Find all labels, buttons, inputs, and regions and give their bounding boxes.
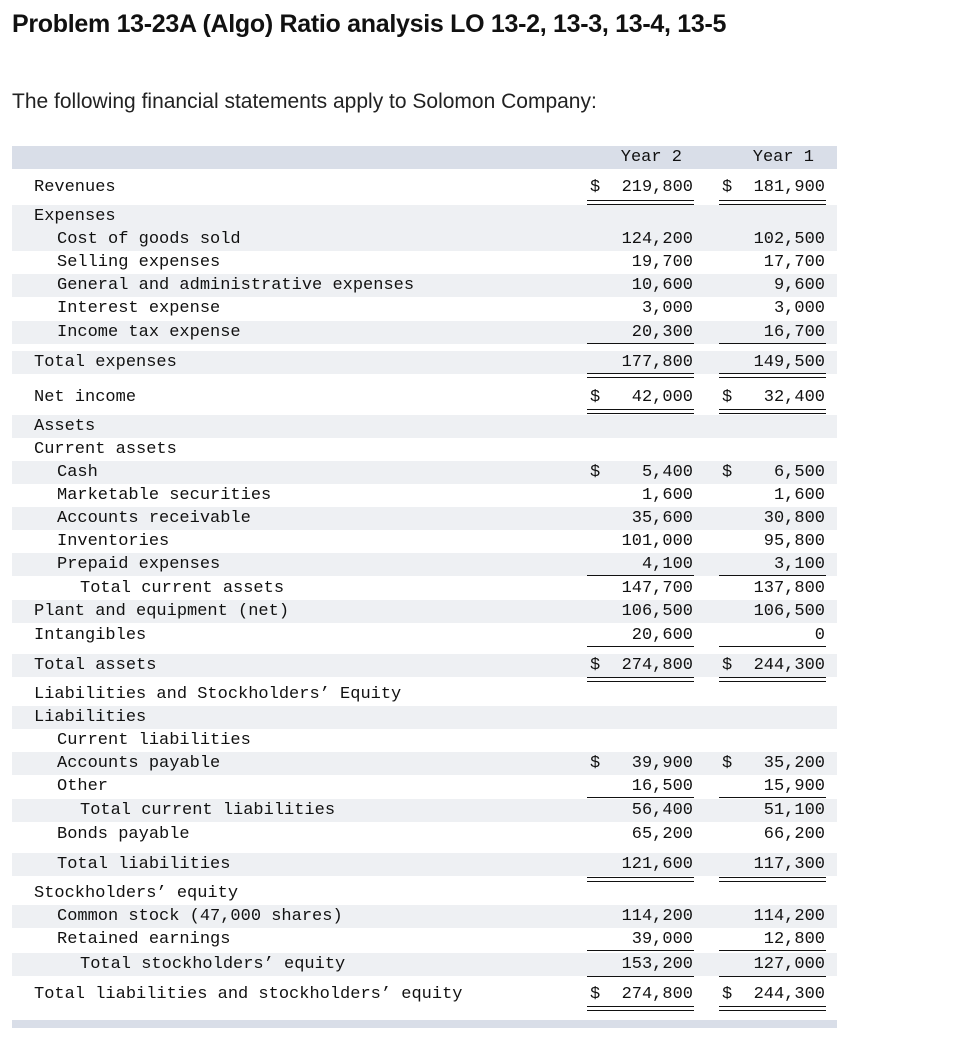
underline — [719, 950, 826, 951]
row-label: Total assets — [34, 656, 157, 675]
dollar-sign: $ — [590, 656, 601, 675]
year-1-value: 106,500 — [753, 602, 825, 621]
table-row-liabilities-and-stockholders-equity — [12, 683, 837, 706]
underline — [719, 575, 826, 576]
dollar-sign: $ — [722, 656, 733, 675]
column-header-year-1: Year 1 — [752, 148, 814, 167]
dollar-sign: $ — [722, 178, 733, 197]
year-1-value: 9,600 — [773, 276, 825, 295]
row-label: Common stock (47,000 shares) — [57, 907, 343, 926]
year-2-value: 20,300 — [631, 323, 693, 342]
underline — [719, 646, 826, 647]
underline — [587, 343, 694, 344]
row-label: Liabilities — [34, 708, 147, 727]
table-row-assets — [12, 415, 837, 438]
year-2-value: 124,200 — [621, 230, 693, 249]
table-row-net-income — [12, 386, 837, 409]
year-2-value: 147,700 — [621, 579, 693, 598]
row-label: Bonds payable — [57, 825, 190, 844]
year-1-value: 95,800 — [763, 532, 825, 551]
double-underline — [719, 677, 826, 682]
year-2-value: 35,600 — [631, 509, 693, 528]
row-label: Assets — [34, 417, 96, 436]
underline — [587, 646, 694, 647]
year-1-value: 0 — [814, 626, 825, 645]
row-label: Total expenses — [34, 353, 177, 372]
row-label: Total liabilities — [57, 855, 231, 874]
table-row-interest-expense — [12, 297, 837, 320]
year-2-value: 39,000 — [631, 930, 693, 949]
underline — [719, 976, 826, 977]
year-1-value: 17,700 — [763, 253, 825, 272]
underline — [719, 343, 826, 344]
table-row-total-stockholders-equity — [12, 953, 837, 976]
row-label: Intangibles — [34, 626, 147, 645]
year-2-value: 39,900 — [631, 754, 693, 773]
year-2-value: 1,600 — [641, 486, 693, 505]
row-label: General and administrative expenses — [57, 276, 415, 295]
double-underline — [587, 877, 694, 882]
table-row-total-current-liabilities — [12, 799, 837, 822]
dollar-sign: $ — [722, 463, 733, 482]
table-row-plant-and-equipment-net — [12, 600, 837, 623]
dollar-sign: $ — [722, 754, 733, 773]
year-2-value: 3,000 — [641, 299, 693, 318]
row-label: Total current liabilities — [80, 801, 336, 820]
row-label: Current liabilities — [57, 731, 251, 750]
table-row-total-liabilities-and-stockholders-equity — [12, 983, 837, 1006]
row-label: Cash — [57, 463, 98, 482]
year-2-value: 20,600 — [631, 626, 693, 645]
table-row-prepaid-expenses — [12, 553, 837, 576]
year-2-value: 5,400 — [641, 463, 693, 482]
row-label: Prepaid expenses — [57, 555, 221, 574]
year-2-value: 219,800 — [621, 178, 693, 197]
row-label: Marketable securities — [57, 486, 272, 505]
table-header — [12, 146, 837, 169]
table-row-revenues — [12, 176, 837, 199]
table-row-total-current-assets — [12, 577, 837, 600]
year-1-value: 3,000 — [773, 299, 825, 318]
table-row-inventories — [12, 530, 837, 553]
year-1-value: 181,900 — [753, 178, 825, 197]
intro-text: The following financial statements apply to Solomon Company: — [12, 90, 597, 113]
year-1-value: 12,800 — [763, 930, 825, 949]
row-label: Accounts payable — [57, 754, 221, 773]
table-row-cost-of-goods-sold — [12, 228, 837, 251]
table-row-total-assets — [12, 654, 837, 677]
double-underline — [587, 409, 694, 414]
year-1-value: 1,600 — [773, 486, 825, 505]
table-row-other — [12, 775, 837, 798]
table-row-income-tax-expense — [12, 321, 837, 344]
year-2-value: 101,000 — [621, 532, 693, 551]
year-1-value: 6,500 — [773, 463, 825, 482]
row-label: Income tax expense — [57, 323, 241, 342]
year-2-value: 56,400 — [631, 801, 693, 820]
row-label: Total liabilities and stockholders’ equity — [34, 985, 463, 1004]
row-label: Total stockholders’ equity — [80, 955, 346, 974]
double-underline — [719, 200, 826, 205]
row-label: Expenses — [34, 207, 116, 226]
table-row-selling-expenses — [12, 251, 837, 274]
table-footer-band — [12, 1020, 837, 1028]
year-1-value: 244,300 — [753, 985, 825, 1004]
year-1-value: 137,800 — [753, 579, 825, 598]
double-underline — [587, 200, 694, 205]
underline — [587, 797, 694, 798]
row-label: Inventories — [57, 532, 170, 551]
year-2-value: 106,500 — [621, 602, 693, 621]
column-header-year-2: Year 2 — [620, 148, 682, 167]
dollar-sign: $ — [590, 754, 601, 773]
year-2-value: 10,600 — [631, 276, 693, 295]
table-row-total-liabilities — [12, 853, 837, 876]
year-1-value: 15,900 — [763, 777, 825, 796]
table-row-stockholders-equity — [12, 882, 837, 905]
table-row-current-liabilities — [12, 729, 837, 752]
table-row-accounts-payable — [12, 752, 837, 775]
double-underline — [587, 677, 694, 682]
underline — [587, 950, 694, 951]
double-underline — [719, 877, 826, 882]
underline — [719, 797, 826, 798]
year-1-value: 35,200 — [763, 754, 825, 773]
table-row-cash — [12, 461, 837, 484]
table-row-expenses — [12, 205, 837, 228]
year-2-value: 274,800 — [621, 656, 693, 675]
year-2-value: 16,500 — [631, 777, 693, 796]
year-1-value: 117,300 — [753, 855, 825, 874]
table-row-marketable-securities — [12, 484, 837, 507]
year-2-value: 274,800 — [621, 985, 693, 1004]
dollar-sign: $ — [722, 985, 733, 1004]
year-1-value: 149,500 — [753, 353, 825, 372]
year-2-value: 177,800 — [621, 353, 693, 372]
table-row-accounts-receivable — [12, 507, 837, 530]
double-underline — [587, 1006, 694, 1011]
double-underline — [719, 409, 826, 414]
year-1-value: 127,000 — [753, 955, 825, 974]
row-label: Retained earnings — [57, 930, 231, 949]
row-label: Total current assets — [80, 579, 285, 598]
double-underline — [719, 373, 826, 378]
year-2-value: 4,100 — [641, 555, 693, 574]
row-label: Interest expense — [57, 299, 221, 318]
double-underline — [719, 1006, 826, 1011]
table-row-liabilities — [12, 706, 837, 729]
year-1-value: 244,300 — [753, 656, 825, 675]
year-2-value: 65,200 — [631, 825, 693, 844]
table-row-total-expenses — [12, 351, 837, 374]
year-1-value: 30,800 — [763, 509, 825, 528]
row-label: Selling expenses — [57, 253, 221, 272]
dollar-sign: $ — [590, 178, 601, 197]
row-label: Accounts receivable — [57, 509, 251, 528]
year-2-value: 42,000 — [631, 388, 693, 407]
table-row-general-and-administrative-expenses — [12, 274, 837, 297]
year-2-value: 121,600 — [621, 855, 693, 874]
page-title: Problem 13-23A (Algo) Ratio analysis LO 13-2, 13-3, 13-4, 13-5 — [12, 10, 727, 38]
row-label: Other — [57, 777, 109, 796]
year-1-value: 51,100 — [763, 801, 825, 820]
double-underline — [587, 373, 694, 378]
row-label: Current assets — [34, 440, 177, 459]
year-1-value: 114,200 — [753, 907, 825, 926]
dollar-sign: $ — [722, 388, 733, 407]
year-1-value: 102,500 — [753, 230, 825, 249]
underline — [587, 976, 694, 977]
table-row-intangibles — [12, 624, 837, 647]
table-row-retained-earnings — [12, 928, 837, 951]
table-row-common-stock-47-000-shares — [12, 905, 837, 928]
dollar-sign: $ — [590, 388, 601, 407]
row-label: Liabilities and Stockholders’ Equity — [34, 685, 402, 704]
year-2-value: 153,200 — [621, 955, 693, 974]
row-label: Revenues — [34, 178, 116, 197]
year-1-value: 16,700 — [763, 323, 825, 342]
year-1-value: 3,100 — [773, 555, 825, 574]
table-row-current-assets — [12, 438, 837, 461]
row-label: Plant and equipment (net) — [34, 602, 290, 621]
table-row-bonds-payable — [12, 823, 837, 846]
year-2-value: 19,700 — [631, 253, 693, 272]
dollar-sign: $ — [590, 985, 601, 1004]
row-label: Cost of goods sold — [57, 230, 241, 249]
year-1-value: 66,200 — [763, 825, 825, 844]
year-2-value: 114,200 — [621, 907, 693, 926]
dollar-sign: $ — [590, 463, 601, 482]
underline — [587, 575, 694, 576]
row-label: Net income — [34, 388, 137, 407]
year-1-value: 32,400 — [763, 388, 825, 407]
row-label: Stockholders’ equity — [34, 884, 239, 903]
